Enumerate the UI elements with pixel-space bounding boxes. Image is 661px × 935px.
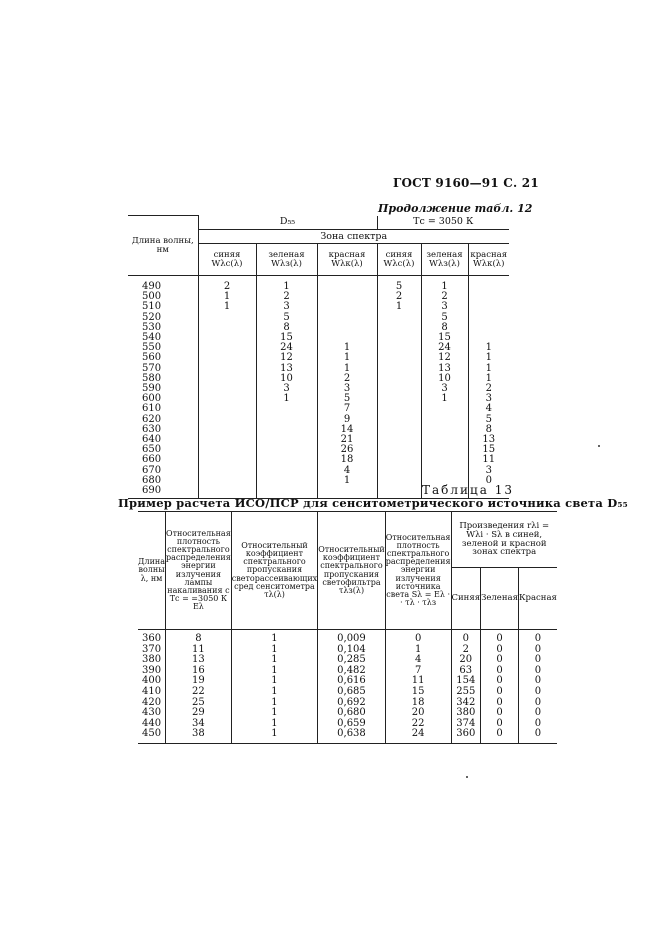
table-12-cell bbox=[198, 353, 256, 363]
table-12-cell bbox=[198, 333, 256, 343]
table-12-cell: 1 bbox=[198, 302, 256, 312]
table-13-cell: 0,616 bbox=[318, 676, 386, 687]
table-12-cell bbox=[377, 466, 421, 476]
table-13 bbox=[138, 511, 557, 744]
table-13-cell: 0 bbox=[481, 698, 519, 709]
table-12-cell: 1 bbox=[468, 364, 509, 374]
table-12-cell: 3 bbox=[317, 384, 377, 394]
table-12-cell: 520 bbox=[128, 313, 198, 323]
table-12-cell: 8 bbox=[421, 323, 468, 333]
table-12-cell bbox=[377, 323, 421, 333]
table-12-cell bbox=[377, 343, 421, 353]
table-13-cell: 16 bbox=[166, 666, 232, 677]
table-12-cell: 1 bbox=[421, 394, 468, 404]
table-13-cell: 0 bbox=[518, 666, 556, 677]
table-13-cell: 380 bbox=[451, 708, 481, 719]
table-13-cell: 380 bbox=[138, 655, 166, 666]
table-13-cell: 0 bbox=[481, 687, 519, 698]
table-12-cell bbox=[377, 476, 421, 486]
table-12-cell: 540 bbox=[128, 333, 198, 343]
table-13-cell: 0 bbox=[481, 708, 519, 719]
tc-header: Tс = 3050 К bbox=[377, 216, 509, 230]
table-13-cell: 0 bbox=[518, 719, 556, 730]
table-13-cell: 360 bbox=[451, 729, 481, 743]
page-header: ГОСТ 9160—91 С. 21 bbox=[393, 176, 539, 190]
table-12-cell: 11 bbox=[468, 455, 509, 465]
table-13-cell: 450 bbox=[138, 729, 166, 743]
table-12-row bbox=[128, 364, 509, 374]
table-12-cell bbox=[256, 466, 317, 476]
scan-speck bbox=[466, 776, 468, 778]
table-13-cell: 4 bbox=[385, 655, 451, 666]
table-12-cell: 1 bbox=[468, 374, 509, 384]
table-12-cell bbox=[377, 435, 421, 445]
table-12-cell bbox=[421, 466, 468, 476]
table-13-cell: 0 bbox=[518, 645, 556, 656]
table-12-cell: 3 bbox=[468, 466, 509, 476]
table-13-cell: 0 bbox=[481, 729, 519, 743]
table-12-row bbox=[128, 394, 509, 404]
table-12-cell: 2 bbox=[317, 374, 377, 384]
table-13-cell: 24 bbox=[385, 729, 451, 743]
table-12-cell: 1 bbox=[317, 476, 377, 486]
t13-source-header: Относительная плотность спектрального распределения энергии излучения источника света Sλ = Eλ · · τλ · τλз bbox=[385, 512, 451, 630]
table-13-cell: 25 bbox=[166, 698, 232, 709]
t13-transmit-header: Относительный коэффициент спектрального пропускания светорассеивающих сред сенситометра τλ(λ) bbox=[231, 512, 317, 630]
table-12-cell bbox=[198, 455, 256, 465]
table-12-cell: 600 bbox=[128, 394, 198, 404]
table-12-row bbox=[128, 404, 509, 414]
sub-header-green-d55: зеленая Wλз(λ) bbox=[256, 244, 317, 276]
table-13-row bbox=[138, 729, 557, 743]
table-13-cell: 1 bbox=[231, 666, 317, 677]
table-12-cell: 670 bbox=[128, 466, 198, 476]
table-13-cell: 0,692 bbox=[318, 698, 386, 709]
table-13-cell: 34 bbox=[166, 719, 232, 730]
table-12-cell: 13 bbox=[256, 364, 317, 374]
table-12-cell bbox=[198, 313, 256, 323]
table-12-cell bbox=[377, 353, 421, 363]
t13-sub-blue: Синяя bbox=[451, 568, 481, 630]
table-13-cell: 0,659 bbox=[318, 719, 386, 730]
table-12-cell: 1 bbox=[377, 302, 421, 312]
table-12-cell: 14 bbox=[317, 425, 377, 435]
table-13-cell: 0 bbox=[385, 630, 451, 645]
table-13-cell: 255 bbox=[451, 687, 481, 698]
table-12 bbox=[128, 215, 509, 499]
table-13-cell: 20 bbox=[385, 708, 451, 719]
table-12-cell bbox=[377, 425, 421, 435]
table-12-cell: 12 bbox=[421, 353, 468, 363]
table-12-cell bbox=[377, 313, 421, 323]
table-12-cell bbox=[198, 384, 256, 394]
table-13-cell: 63 bbox=[451, 666, 481, 677]
table-12-cell: 530 bbox=[128, 323, 198, 333]
table-12-row bbox=[128, 343, 509, 353]
table-12-cell bbox=[256, 455, 317, 465]
table-13-cell: 360 bbox=[138, 630, 166, 645]
table-13-cell: 1 bbox=[231, 687, 317, 698]
table-12-cell: 4 bbox=[317, 466, 377, 476]
table-13-cell: 0 bbox=[481, 719, 519, 730]
table-12-cell: 15 bbox=[468, 445, 509, 455]
table-12-cell: 26 bbox=[317, 445, 377, 455]
table-12-cell: 610 bbox=[128, 404, 198, 414]
table-12-row bbox=[128, 333, 509, 343]
t13-lamp-header: Относительная плотность спектрального распределения энергии излучения лампы накаливания с Tс = =3050 К Eλ bbox=[166, 512, 232, 630]
table-13-cell: 154 bbox=[451, 676, 481, 687]
table-13-cell: 440 bbox=[138, 719, 166, 730]
table-13-cell: 0,685 bbox=[318, 687, 386, 698]
table-13-cell: 0 bbox=[481, 676, 519, 687]
table-12-cell: 500 bbox=[128, 292, 198, 302]
table-13-cell: 1 bbox=[231, 655, 317, 666]
table-13-cell: 11 bbox=[385, 676, 451, 687]
table-12-row bbox=[128, 445, 509, 455]
table-12-cell: 24 bbox=[421, 343, 468, 353]
table-12-cell: 0 bbox=[468, 476, 509, 486]
table-12-row bbox=[128, 374, 509, 384]
table-13-cell: 11 bbox=[166, 645, 232, 656]
table-12-cell bbox=[468, 292, 509, 302]
table-12-cell: 2 bbox=[256, 292, 317, 302]
table-12-cell: 690 bbox=[128, 486, 198, 499]
table-12-cell: 13 bbox=[421, 364, 468, 374]
table-12-row bbox=[128, 323, 509, 333]
table-12-cell: 9 bbox=[317, 415, 377, 425]
table-12-cell bbox=[198, 445, 256, 455]
table-12-cell: 580 bbox=[128, 374, 198, 384]
table-13-cell: 0,285 bbox=[318, 655, 386, 666]
sub-header-green-tc: зеленая Wλз(λ) bbox=[421, 244, 468, 276]
table-12-cell bbox=[468, 323, 509, 333]
table-12-cell: 660 bbox=[128, 455, 198, 465]
table-12-cell: 3 bbox=[421, 384, 468, 394]
table-12-cell bbox=[421, 435, 468, 445]
table-12-cell bbox=[377, 364, 421, 374]
table-12-cell: 1 bbox=[198, 292, 256, 302]
table-12-cell: 5 bbox=[377, 276, 421, 293]
table-12-cell bbox=[198, 394, 256, 404]
table-12-cell bbox=[256, 404, 317, 414]
table-12-cell: 10 bbox=[421, 374, 468, 384]
table-12-cell bbox=[256, 415, 317, 425]
table-12-cell: 680 bbox=[128, 476, 198, 486]
scan-speck bbox=[598, 445, 600, 447]
table-12-cell bbox=[377, 333, 421, 343]
table-13-cell: 0,482 bbox=[318, 666, 386, 677]
table-12-cell: 13 bbox=[468, 435, 509, 445]
table-12-cell bbox=[198, 435, 256, 445]
sub-header-blue-d55: синяя Wλс(λ) bbox=[198, 244, 256, 276]
table-13-cell: 342 bbox=[451, 698, 481, 709]
table-12-cell bbox=[198, 343, 256, 353]
table-13-cell: 0,680 bbox=[318, 708, 386, 719]
table-12-cell: 650 bbox=[128, 445, 198, 455]
table-12-cell bbox=[317, 323, 377, 333]
table-12-cell: 640 bbox=[128, 435, 198, 445]
table-13-cell: 0 bbox=[481, 630, 519, 645]
table-13-row bbox=[138, 687, 557, 698]
table-13-cell: 0 bbox=[518, 630, 556, 645]
table-12-cell: 2 bbox=[468, 384, 509, 394]
table-12-row bbox=[128, 302, 509, 312]
table-12-cell: 620 bbox=[128, 415, 198, 425]
sub-header-red-d55: красная Wλк(λ) bbox=[317, 244, 377, 276]
table-13-cell: 19 bbox=[166, 676, 232, 687]
table-12-cell: 7 bbox=[317, 404, 377, 414]
table-13-cell: 1 bbox=[231, 719, 317, 730]
table-13-title: Пример расчета ИСО/ПСР для сенситометрического источника света D₅₅ bbox=[118, 496, 628, 510]
table-13-cell: 15 bbox=[385, 687, 451, 698]
table-13-cell: 0,104 bbox=[318, 645, 386, 656]
table-13-cell: 1 bbox=[231, 630, 317, 645]
table-12-cell bbox=[198, 425, 256, 435]
table-12-cell bbox=[377, 455, 421, 465]
table-12-cell bbox=[377, 374, 421, 384]
table-12-cell bbox=[198, 415, 256, 425]
table-13-cell: 410 bbox=[138, 687, 166, 698]
table-13-cell: 38 bbox=[166, 729, 232, 743]
table-12-cell bbox=[421, 425, 468, 435]
table-12-cell bbox=[198, 323, 256, 333]
wavelength-header: Длина волны, нм bbox=[128, 216, 198, 276]
table-12-row bbox=[128, 276, 509, 293]
table-12-cell bbox=[198, 374, 256, 384]
table-12-cell: 2 bbox=[377, 292, 421, 302]
table-12-cell: 1 bbox=[317, 353, 377, 363]
table-13-cell: 1 bbox=[231, 708, 317, 719]
table-12-cell bbox=[377, 445, 421, 455]
table-13-cell: 0 bbox=[481, 645, 519, 656]
table-12-cell bbox=[377, 415, 421, 425]
sub-header-red-tc: красная Wλк(λ) bbox=[468, 244, 509, 276]
table-12-cell: 550 bbox=[128, 343, 198, 353]
table-12-cell bbox=[468, 313, 509, 323]
table-13-cell: 29 bbox=[166, 708, 232, 719]
table-13-cell: 374 bbox=[451, 719, 481, 730]
table-12-cell bbox=[256, 445, 317, 455]
table-12-cell: 510 bbox=[128, 302, 198, 312]
table-13-cell: 22 bbox=[385, 719, 451, 730]
t13-sub-green: Зеленая bbox=[481, 568, 519, 630]
table-12-cell bbox=[198, 364, 256, 374]
table-12-cell: 24 bbox=[256, 343, 317, 353]
table-13-cell: 1 bbox=[231, 698, 317, 709]
table-12-cell: 1 bbox=[256, 394, 317, 404]
table-12-row bbox=[128, 435, 509, 445]
table-12-cell bbox=[198, 466, 256, 476]
table-12-cell: 3 bbox=[468, 394, 509, 404]
table-13-cell: 0 bbox=[481, 666, 519, 677]
table-12-row bbox=[128, 415, 509, 425]
table-12-row bbox=[128, 425, 509, 435]
table-12-row bbox=[128, 313, 509, 323]
table-12-cell: 2 bbox=[198, 276, 256, 293]
table-13-cell: 8 bbox=[166, 630, 232, 645]
table-13-cell: 0 bbox=[518, 687, 556, 698]
table-12-cell: 15 bbox=[421, 333, 468, 343]
table-12-cell: 560 bbox=[128, 353, 198, 363]
table-12-cell: 1 bbox=[421, 276, 468, 293]
table-continuation-label: Продолжение табл. 12 bbox=[378, 202, 533, 215]
table-13-cell: 0 bbox=[481, 655, 519, 666]
sub-header-blue-tc: синяя Wλс(λ) bbox=[377, 244, 421, 276]
table-12-cell bbox=[421, 445, 468, 455]
table-13-cell: 0,638 bbox=[318, 729, 386, 743]
table-13-cell: 390 bbox=[138, 666, 166, 677]
table-12-cell bbox=[256, 476, 317, 486]
table-13-cell: 1 bbox=[231, 729, 317, 743]
zone-header: Зона спектра bbox=[198, 230, 509, 244]
table-12-cell: 4 bbox=[468, 404, 509, 414]
table-12-cell: 1 bbox=[468, 353, 509, 363]
table-12-cell bbox=[421, 455, 468, 465]
table-13-cell: 430 bbox=[138, 708, 166, 719]
table-12-cell bbox=[468, 302, 509, 312]
table-12-cell bbox=[317, 276, 377, 293]
table-12-cell: 18 bbox=[317, 455, 377, 465]
table-12-cell bbox=[256, 425, 317, 435]
table-12-cell: 10 bbox=[256, 374, 317, 384]
table-12-cell: 5 bbox=[317, 394, 377, 404]
table-13-row bbox=[138, 630, 557, 645]
table-13-cell: 0 bbox=[451, 630, 481, 645]
table-13-cell: 18 bbox=[385, 698, 451, 709]
table-12-row bbox=[128, 292, 509, 302]
table-13-cell: 0,009 bbox=[318, 630, 386, 645]
t13-filter-header: Относительный коэффициент спектрального пропускания светофильтра τλз(λ) bbox=[318, 512, 386, 630]
table-12-cell: 5 bbox=[468, 415, 509, 425]
table-12-cell bbox=[317, 292, 377, 302]
table-12-cell: 630 bbox=[128, 425, 198, 435]
table-13-cell: 1 bbox=[231, 676, 317, 687]
t13-wavelength-header: Длина волны λ, нм bbox=[138, 512, 166, 630]
table-12-cell: 12 bbox=[256, 353, 317, 363]
t13-sub-red: Красная bbox=[518, 568, 556, 630]
table-13-cell: 370 bbox=[138, 645, 166, 656]
table-12-cell: 570 bbox=[128, 364, 198, 374]
d55-header: D₅₅ bbox=[198, 216, 377, 230]
table-12-cell: 3 bbox=[256, 384, 317, 394]
table-12-cell bbox=[256, 435, 317, 445]
table-12-cell bbox=[198, 476, 256, 486]
table-12-row bbox=[128, 384, 509, 394]
table-12-cell: 8 bbox=[256, 323, 317, 333]
table-13-cell: 0 bbox=[518, 655, 556, 666]
table-12-cell: 21 bbox=[317, 435, 377, 445]
table-12-cell bbox=[421, 415, 468, 425]
table-12-cell bbox=[317, 313, 377, 323]
table-12-cell: 5 bbox=[256, 313, 317, 323]
table-13-cell: 7 bbox=[385, 666, 451, 677]
table-12-cell: 1 bbox=[317, 364, 377, 374]
table-13-cell: 2 bbox=[451, 645, 481, 656]
table-13-cell: 420 bbox=[138, 698, 166, 709]
table-12-cell: 1 bbox=[468, 343, 509, 353]
table-12-cell bbox=[377, 394, 421, 404]
table-12-cell: 590 bbox=[128, 384, 198, 394]
table-12-cell: 2 bbox=[421, 292, 468, 302]
table-13-cell: 22 bbox=[166, 687, 232, 698]
table-13-cell: 13 bbox=[166, 655, 232, 666]
t13-products-header: Произведения rλi = Wλi · Sλ в синей, зеленой и красной зонах спектра bbox=[451, 512, 557, 568]
table-12-cell: 8 bbox=[468, 425, 509, 435]
table-13-cell: 0 bbox=[518, 708, 556, 719]
table-13-label: Таблица 13 bbox=[422, 483, 514, 497]
table-12-cell: 5 bbox=[421, 313, 468, 323]
table-12-row bbox=[128, 455, 509, 465]
table-13-cell: 400 bbox=[138, 676, 166, 687]
table-12-cell bbox=[198, 404, 256, 414]
table-13-cell: 0 bbox=[518, 729, 556, 743]
table-12-cell bbox=[377, 384, 421, 394]
table-12-cell bbox=[317, 302, 377, 312]
table-12-row bbox=[128, 353, 509, 363]
table-12-cell: 3 bbox=[256, 302, 317, 312]
table-13-cell: 0 bbox=[518, 698, 556, 709]
table-12-cell bbox=[468, 276, 509, 293]
table-12-cell bbox=[377, 404, 421, 414]
table-12-row bbox=[128, 466, 509, 476]
table-13-cell: 0 bbox=[518, 676, 556, 687]
table-12-cell: 3 bbox=[421, 302, 468, 312]
table-12-cell bbox=[421, 404, 468, 414]
table-13-cell: 1 bbox=[231, 645, 317, 656]
table-13-cell: 1 bbox=[385, 645, 451, 656]
table-12-cell: 490 bbox=[128, 276, 198, 293]
table-12-cell: 15 bbox=[256, 333, 317, 343]
table-12-cell: 1 bbox=[317, 343, 377, 353]
table-13-cell: 20 bbox=[451, 655, 481, 666]
table-12-cell: 1 bbox=[256, 276, 317, 293]
